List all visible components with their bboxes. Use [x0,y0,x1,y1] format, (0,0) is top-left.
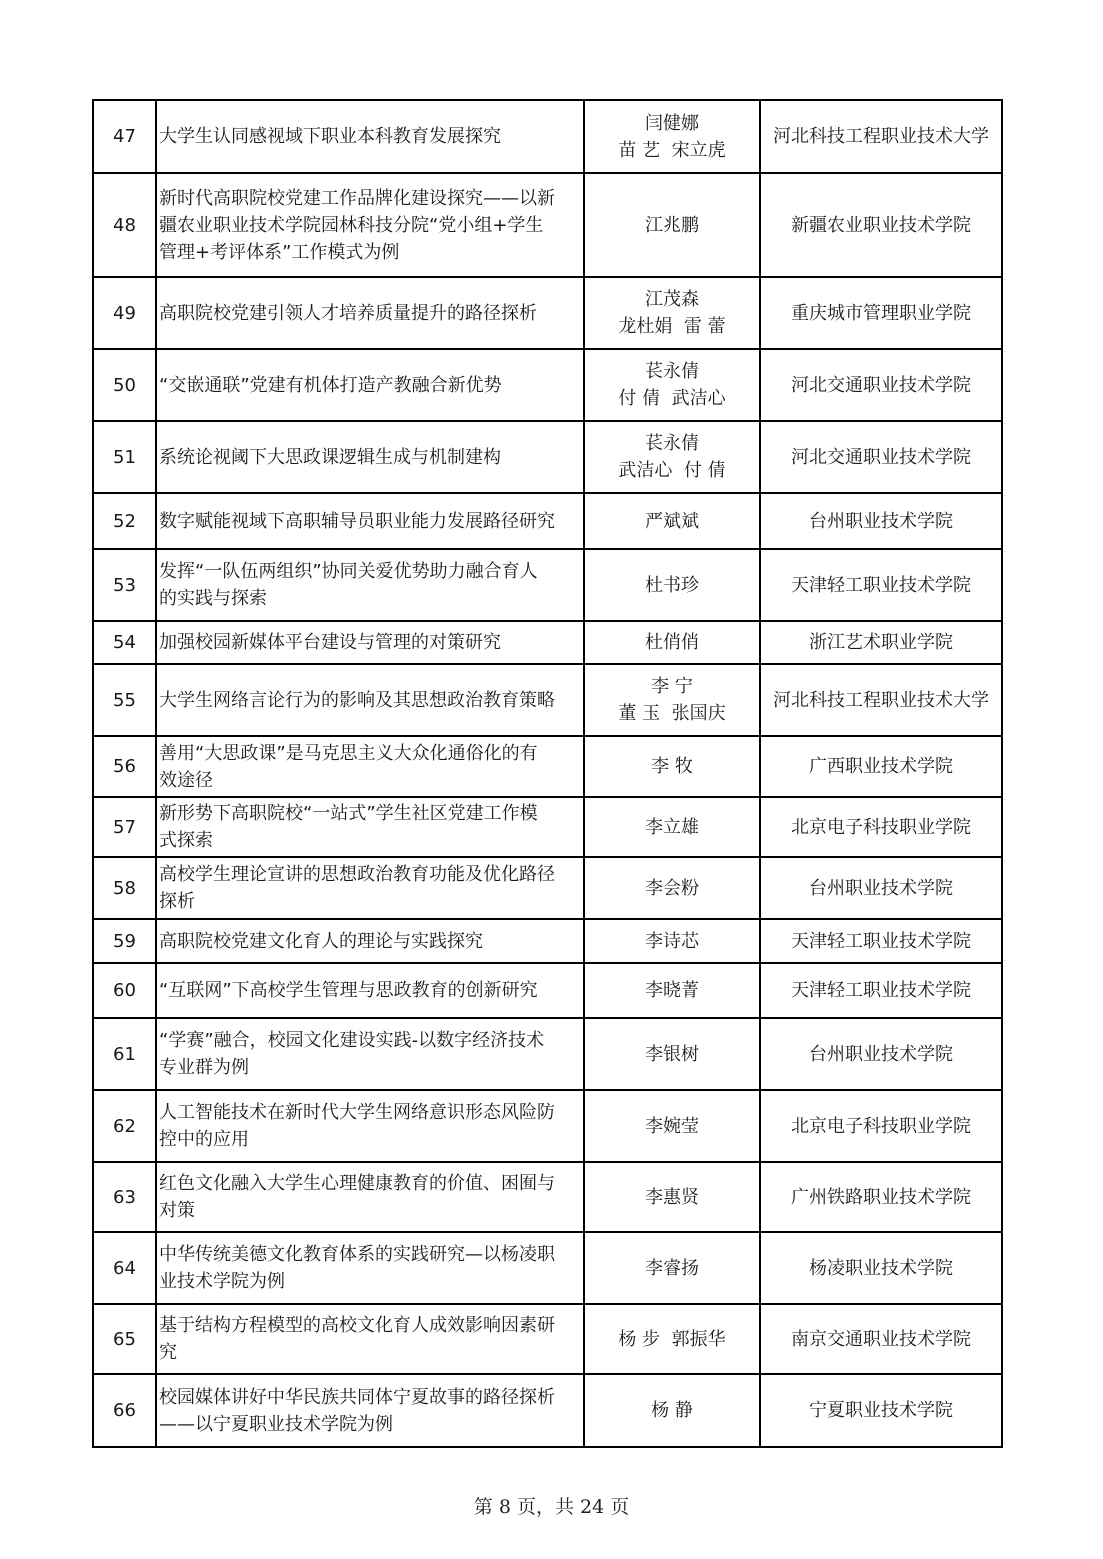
table-row [93,919,1002,963]
row-number: 57 [93,797,156,857]
table-row [93,100,1002,173]
institution: 河北科技工程职业技术大学 [760,664,1002,736]
authors [584,963,760,1018]
paper-title-line: 新时代高职院校党建工作品牌化建设探究——以新 [159,187,555,209]
row-number: 61 [93,1018,156,1090]
paper-title [156,664,584,736]
row-number: 62 [93,1090,156,1162]
paper-title [156,493,584,549]
authors [584,736,760,797]
paper-title [156,621,584,664]
row-number: 55 [93,664,156,736]
row-number: 63 [93,1162,156,1232]
paper-title [156,857,584,919]
paper-title-line: 业技术学院为例 [159,1271,285,1292]
paper-title-line: 大学生认同感视域下职业本科教育发展探究 [159,126,501,147]
authors [584,1232,760,1304]
paper-title [156,1090,584,1162]
author-line: 杨 步 郭振华 [618,1328,726,1350]
paper-title [156,797,584,857]
authors [584,1018,760,1090]
paper-title-line: 究 [159,1342,177,1363]
row-number: 53 [93,549,156,621]
institution: 天津轻工职业技术学院 [760,963,1002,1018]
row-number: 52 [93,493,156,549]
table-row [93,1090,1002,1162]
row-number: 54 [93,621,156,664]
paper-title [156,1374,584,1447]
paper-title-line: 系统论视阈下大思政课逻辑生成与机制建构 [159,446,501,468]
paper-title [156,1304,584,1374]
row-number: 47 [93,100,156,173]
paper-title-line: 专业群为例 [159,1057,249,1078]
row-number: 48 [93,173,156,277]
paper-title-line: 的实践与探索 [159,588,267,609]
table-row [93,349,1002,421]
paper-title [156,919,584,963]
author-line: 付 倩 武洁心 [618,388,726,409]
paper-title-line: ——以宁夏职业技术学院为例 [159,1413,393,1435]
paper-title [156,349,584,421]
institution: 重庆城市管理职业学院 [760,277,1002,349]
institution: 北京电子科技职业学院 [760,797,1002,857]
table-row [93,1232,1002,1304]
institution: 台州职业技术学院 [760,493,1002,549]
authors [584,1304,760,1374]
row-number: 64 [93,1232,156,1304]
paper-title-line: 人工智能技术在新时代大学生网络意识形态风险防 [159,1102,555,1123]
authors [584,797,760,857]
page-footer: 第 8 页，共 24 页 [473,1496,630,1518]
paper-title-line: 校园媒体讲好中华民族共同体宁夏故事的路径探析 [159,1386,555,1408]
table-row [93,549,1002,621]
row-number: 65 [93,1304,156,1374]
institution: 浙江艺术职业学院 [760,621,1002,664]
paper-title-line: 高职院校党建文化育人的理论与实践探究 [159,930,483,952]
author-line: 苌永倩 [645,361,699,382]
author-line: 苌永倩 [645,433,699,454]
row-number: 49 [93,277,156,349]
paper-title-line: 数字赋能视域下高职辅导员职业能力发展路径研究 [159,510,555,532]
paper-title [156,421,584,493]
table-row [93,1018,1002,1090]
paper-title-line: 高职院校党建引领人才培养质量提升的路径探析 [159,302,537,324]
authors [584,493,760,549]
author-line: 杜俏俏 [645,632,699,653]
paper-title-line: 疆农业职业技术学院园林科技分院“党小组+学生 [159,214,544,236]
authors [584,664,760,736]
institution: 新疆农业职业技术学院 [760,173,1002,277]
institution: 南京交通职业技术学院 [760,1304,1002,1374]
paper-title-line: 式探索 [159,830,213,851]
paper-title-line: 基于结构方程模型的高校文化育人成效影响因素研 [159,1315,555,1336]
authors [584,277,760,349]
author-line: 李立雄 [645,816,699,838]
paper-title-line: 善用“大思政课”是马克思主义大众化通俗化的有 [159,742,538,764]
row-number: 58 [93,857,156,919]
paper-title [156,1018,584,1090]
author-line: 杜书珍 [645,574,699,596]
authors [584,100,760,173]
authors [584,173,760,277]
authors [584,1374,760,1447]
authors [584,621,760,664]
table-row [93,1374,1002,1447]
institution: 广西职业技术学院 [760,736,1002,797]
table-row [93,963,1002,1018]
institution: 河北交通职业技术学院 [760,349,1002,421]
paper-title-line: 发挥“一队伍两组织”协同关爱优势助力融合育人 [159,561,538,582]
institution: 河北交通职业技术学院 [760,421,1002,493]
authors [584,1162,760,1232]
paper-title-line: 红色文化融入大学生心理健康教育的价值、困囿与 [159,1173,555,1194]
row-number: 66 [93,1374,156,1447]
paper-title-line: 中华传统美德文化教育体系的实践研究—以杨凌职 [159,1244,555,1265]
institution: 北京电子科技职业学院 [760,1090,1002,1162]
award-list-table [92,99,1003,1448]
table-body [93,100,1002,1447]
author-line: 李 宁 [651,676,693,697]
institution: 杨凌职业技术学院 [760,1232,1002,1304]
author-line: 武洁心 付 倩 [618,460,726,481]
author-line: 李会粉 [645,877,699,899]
authors [584,549,760,621]
author-line: 李银树 [645,1043,699,1065]
paper-title-line: 控中的应用 [159,1129,249,1150]
table-row [93,857,1002,919]
row-number: 50 [93,349,156,421]
author-line: 李惠贤 [645,1186,699,1208]
paper-title-line: 探析 [159,891,195,912]
paper-title [156,736,584,797]
paper-title [156,173,584,277]
institution: 台州职业技术学院 [760,1018,1002,1090]
row-number: 56 [93,736,156,797]
paper-title [156,1162,584,1232]
table-row [93,664,1002,736]
author-line: 闫健娜 [645,112,699,134]
authors [584,919,760,963]
paper-title-line: 高校学生理论宣讲的思想政治教育功能及优化路径 [159,864,555,885]
table-row [93,277,1002,349]
authors [584,857,760,919]
authors [584,349,760,421]
institution: 台州职业技术学院 [760,857,1002,919]
table-row [93,736,1002,797]
author-line: 李晓菁 [645,980,699,1001]
table-row [93,493,1002,549]
author-line: 李 牧 [651,756,693,777]
author-line: 杨 静 [651,1400,693,1421]
paper-title-line: 对策 [159,1200,195,1221]
authors [584,1090,760,1162]
paper-title-line: 新形势下高职院校“一站式”学生社区党建工作模 [159,803,538,824]
paper-title-line: 加强校园新媒体平台建设与管理的对策研究 [159,632,501,653]
author-line: 李婉莹 [645,1115,699,1137]
table-row [93,421,1002,493]
author-line: 严斌斌 [645,510,699,532]
institution: 宁夏职业技术学院 [760,1374,1002,1447]
institution: 天津轻工职业技术学院 [760,919,1002,963]
paper-title-line: 大学生网络言论行为的影响及其思想政治教育策略 [159,689,555,711]
paper-title [156,963,584,1018]
paper-title-line: 管理+考评体系”工作模式为例 [159,241,400,263]
institution: 河北科技工程职业技术大学 [760,100,1002,173]
paper-title-line: 效途径 [159,769,213,791]
author-line: 龙杜娟 雷 蕾 [618,316,726,337]
paper-title [156,549,584,621]
paper-title-line: “交嵌通联”党建有机体打造产教融合新优势 [159,374,502,396]
author-line: 李诗芯 [645,930,699,952]
institution: 广州铁路职业技术学院 [760,1162,1002,1232]
paper-title-line: “互联网”下高校学生管理与思政教育的创新研究 [159,980,538,1001]
table-row [93,1162,1002,1232]
author-line: 李睿扬 [645,1257,699,1279]
row-number: 51 [93,421,156,493]
row-number: 60 [93,963,156,1018]
paper-title [156,100,584,173]
table-row [93,621,1002,664]
table-row [93,797,1002,857]
table-row [93,1304,1002,1374]
table-row [93,173,1002,277]
author-line: 江茂森 [645,289,699,310]
paper-title-line: “学赛”融合，校园文化建设实践-以数字经济技术 [159,1030,545,1051]
author-line: 江兆鹏 [645,214,699,236]
paper-title [156,1232,584,1304]
row-number: 59 [93,919,156,963]
author-line: 苗 艺 宋立虎 [618,139,726,161]
author-line: 董 玉 张国庆 [618,703,726,724]
authors [584,421,760,493]
paper-title [156,277,584,349]
institution: 天津轻工职业技术学院 [760,549,1002,621]
